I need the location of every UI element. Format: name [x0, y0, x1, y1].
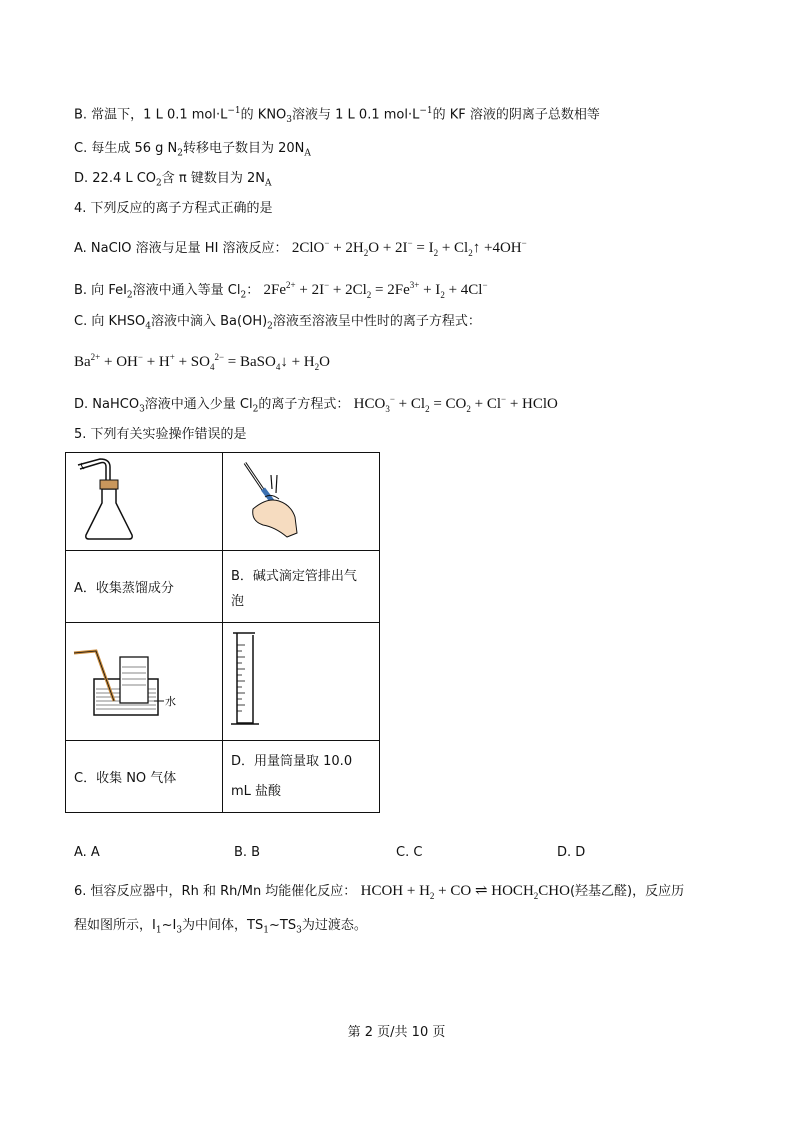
cell-d-label: D．用量筒量取 10.0 mL 盐酸	[223, 741, 380, 813]
q5-stem: 5. 下列有关实验操作错误的是	[74, 427, 247, 442]
cell-a-label: A．收集蒸馏成分	[66, 551, 223, 623]
cylinder-image-cell	[223, 623, 380, 741]
q3-option-c: C. 每生成 56 g $N_2$转移电子数目为 $20N_A$	[74, 141, 311, 159]
q4-option-a: A. NaClO 溶液与足量 HI 溶液反应： $2ClO^- + 2H_2O + 2I^- = I_2$ + $Cl_2↑ +4OH^-$	[74, 238, 527, 258]
gas-collection-icon	[66, 623, 214, 736]
conical-flask-icon	[66, 453, 214, 546]
graduated-cylinder-icon	[223, 623, 371, 736]
q6-line2: 程如图所示，$I_1\sim I_3$为中间体，$TS_1\sim TS_3$为过渡态。	[74, 918, 367, 936]
choice-c[interactable]: C. C	[396, 845, 423, 860]
apparatus-table	[65, 452, 380, 813]
choice-a[interactable]: A. A	[74, 845, 100, 860]
cell-c-label: C．收集 NO 气体	[66, 741, 223, 813]
burette-hand-image-cell	[223, 453, 380, 551]
q4-option-c-equation: $Ba^{2+} + OH^- + H^+ + SO_4^{2-}$ = BaSO$_4$↓ + $H_2O$	[74, 352, 330, 372]
q4-option-d: D. NaHCO$_3$溶液中通入少量 $Cl_2$的离子方程式： $HCO_3^- + Cl_2 = CO_2 + Cl^-$ + HClO	[74, 394, 558, 415]
q3-option-b: B. 常温下，1 L 0.1 $mol\cdot L^{-1}$的 $KNO_3$溶液与 1 L 0.1 $mol\cdot L^{-1}$的 KF 溶液的阴离子总数相等	[74, 106, 600, 126]
burette-hand-icon	[223, 453, 371, 546]
q3-option-d: D. 22.4 L $CO_2$含 π 键数目为 $2N_A$	[74, 171, 272, 189]
choice-d[interactable]: D. D	[557, 845, 586, 860]
q6-line1: 6. 恒容反应器中，Rh 和 Rh/Mn 均能催化反应： HCOH + $H_2$ + CO ⇌ $HOCH_2CHO$(羟基乙醛)，反应历	[74, 883, 685, 901]
cell-b-label: B．碱式滴定管排出气 泡	[223, 551, 380, 623]
q4-stem: 4. 下列反应的离子方程式正确的是	[74, 201, 273, 216]
page-footer: 第 2 页/共 10 页	[347, 1025, 446, 1040]
choice-b[interactable]: B. B	[234, 845, 261, 860]
q4-option-b: B. 向 FeI$_2$溶液中通入等量 $Cl_2$： $2Fe^{2+} + 2I^- + 2Cl_2 = 2Fe^{3+} + I_2 + 4Cl^-$	[74, 280, 488, 301]
flask-image-cell	[66, 453, 223, 551]
gas-collection-image-cell	[66, 623, 223, 741]
q4-option-c: C. 向 $KHSO_4$溶液中滴入 $Ba(OH)_2$溶液至溶液呈中性时的离子方程式：	[74, 314, 481, 332]
svg-text:水: 水	[165, 695, 176, 708]
